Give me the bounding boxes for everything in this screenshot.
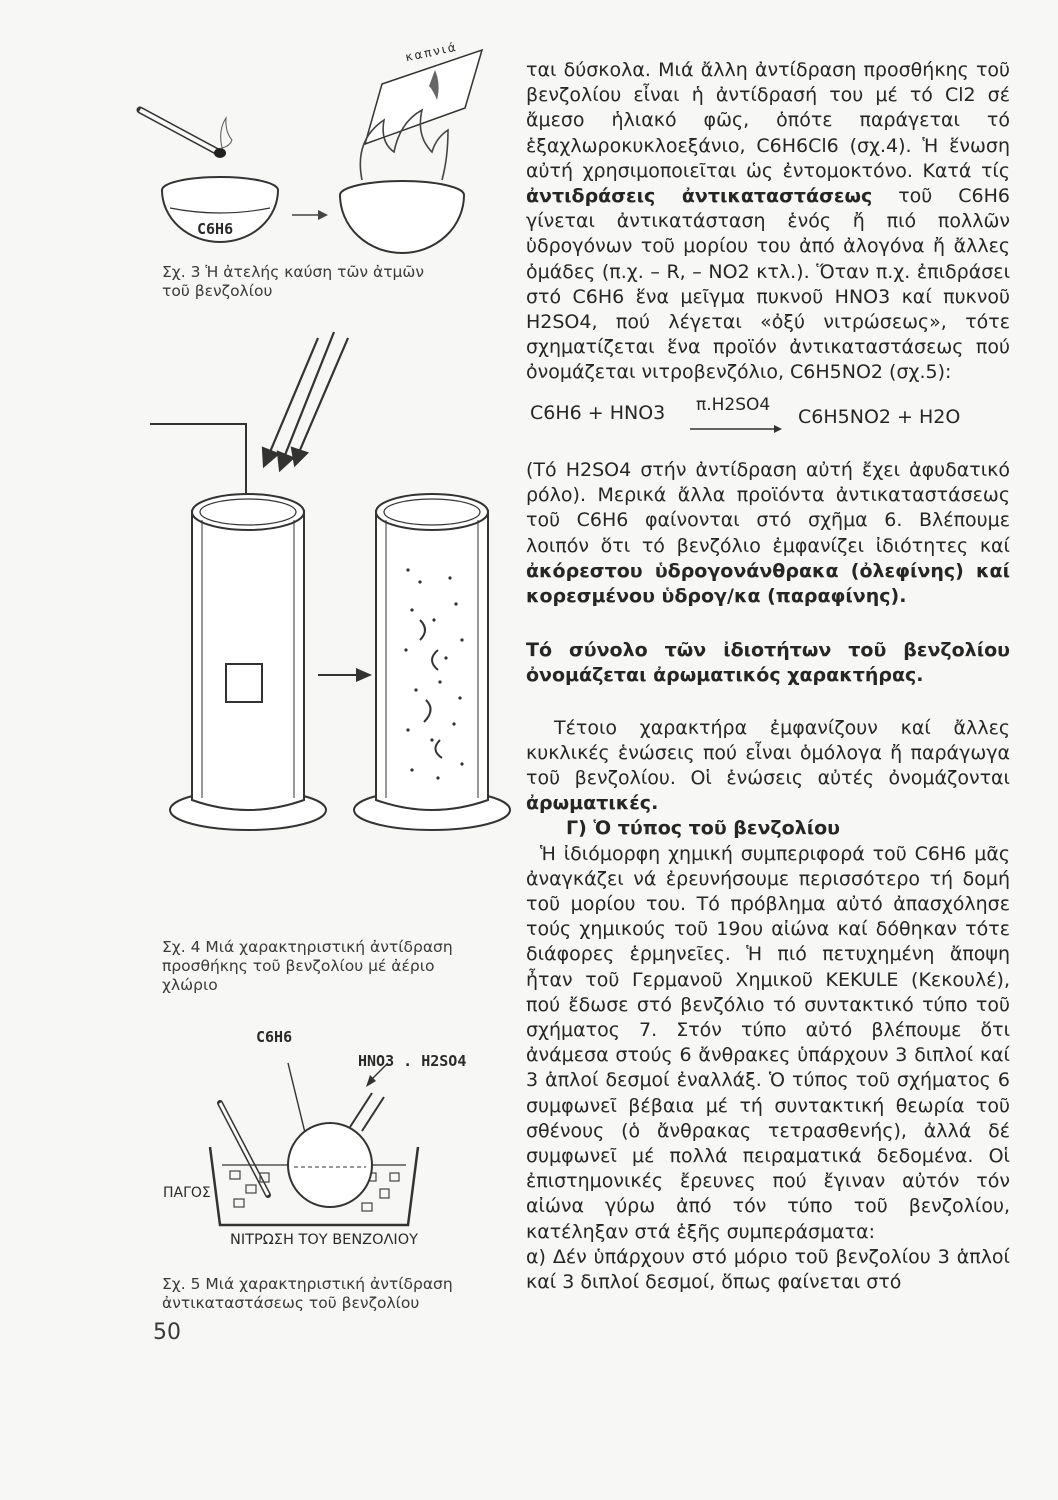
paragraph-addition-reaction: ται δύσκολα. Μιά ἄλλη ἀντίδραση προσθήκης τοῦ βενζολίου εἶναι ἡ ἀντίδρασή του μέ τό Cl2 σέ ἄμεσο ἡλιακό φῶς, ὁπότε παράγεται τό ἑξαχλωροκυκλοεξάνιο, C6H6Cl6 (σχ.4). Ἡ ἕνωση αὐτή χρησιμοποιεῖται ὡς ἐντομοκτόνο. Κατά τίς ἀντιδράσεις ἀντικαταστάσεως τοῦ C6H6 γίνεται ἀντικατάσταση ἑνός ἤ πιό πολλῶν ὑδρογόνων τοῦ μορίου του ἀπό ἀλογόνα ἤ ἄλλες ὁμάδες (π.χ. – R, – NO2 κτλ.). Ὅταν π.χ. ἐπιδράσει στό C6H6 ἕνα μεῖγμα πυκνοῦ HNO3 καί πυκνοῦ H2SO4, πού λέγεται «ὀξύ νιτρώσεως», τότε σχηματίζεται ἕνα προϊόν ἀντικαταστάσεως πού ὀνομάζεται νιτροβενζόλιο, C6H5NO2 (σχ.5): xyxy=(526,59,1010,384)
equation-catalyst: π.H2SO4 xyxy=(696,395,771,415)
figure-4-caption: Σχ. 4 Μιά χαρακτηριστική ἀντίδραση προσθήκης τοῦ βενζολίου μέ ἀέριο χλώριο xyxy=(162,938,453,994)
paragraph-aromatic-character: Τό σύνολο τῶν ἰδιοτήτων τοῦ βενζολίου ὀνομάζεται ἀρωματικός χαρακτήρας. xyxy=(526,639,1010,687)
equation-products: C6H5NO2 + H2O xyxy=(798,406,961,428)
figure-3-dish-label: C6H6 xyxy=(197,220,234,238)
reaction-arrow-icon xyxy=(690,424,782,434)
figure-5-acid-label: HNO3 . H2SO4 xyxy=(358,1052,467,1070)
text-block-top xyxy=(526,58,1010,386)
figure-3-smoke-label: καπνιά xyxy=(404,39,459,65)
text-block-middle xyxy=(526,458,1010,1295)
figure-3-caption: Σχ. 3 Ἡ ἀτελής καύση τῶν ἀτμῶν τοῦ βενζολίου xyxy=(162,263,425,300)
figure-3-illustration xyxy=(130,40,510,265)
paragraph-dehydrating-role: (Τό H2SO4 στήν ἀντίδραση αὐτή ἔχει ἀφυδατικό ρόλο). Μερικά ἄλλα προϊόντα ἀντικαταστάσεως τοῦ C6H6 φαίνονται στό σχῆμα 6. Βλέπουμε λοιπόν ὅτι τό βενζόλιο ἐμφανίζει ἰδιότητες καί ἀκόρεστου ὑδρογονάνθρακα (ὀλεφίνης) καί κορεσμένου ὑδρογ/κα (παραφίνης). xyxy=(526,459,1010,608)
figure-4-illustration xyxy=(150,320,530,865)
figure-5-benzene-label: C6H6 xyxy=(256,1028,293,1046)
figure-5-ice-label: ΠΑΓΟΣ xyxy=(163,1185,211,1201)
paragraph-aromatic-compounds: Τέτοιο χαρακτήρα ἐμφανίζουν καί ἄλλες κυκλικές ἑνώσεις πού εἶναι ὁμόλογα ἤ παράγωγα τοῦ βενζολίου. Οἱ ἑνώσεις αὐτές ὀνομάζονται ἀρωματικές. xyxy=(526,716,1010,815)
figure-5-illustration xyxy=(190,1045,510,1235)
equation-reactants: C6H6 + HNO3 xyxy=(530,402,666,424)
bold-substitution-reactions: ἀντιδράσεις ἀντικαταστάσεως xyxy=(526,185,873,208)
paragraph-conclusion-a: α) Δέν ὑπάρχουν στό μόριο τοῦ βενζολίου 3 ἁπλοί καί 3 διπλοί δεσμοί, ὅπως φαίνεται στό xyxy=(526,1245,1010,1294)
nitration-equation xyxy=(530,395,961,428)
paragraph-kekule: Ἡ ἰδιόμορφη χημική συμπεριφορά τοῦ C6H6 μᾶς ἀναγκάζει νά ἐρευνήσουμε περισσότερο τή δομή τοῦ μορίου του. Τό πρόβλημα αὐτό ἀπασχόλησε τούς χημικούς τοῦ 19ου αἰώνα καί δόθηκαν τότε διάφορες ἑρμηνεῖες. Ἡ πιό πετυχημένη ἄποψη ἦταν τοῦ Γερμανοῦ Χημικοῦ KEKULE (Κεκουλέ), πού ἔδωσε στό βενζόλιο τό συντακτικό τύπο τοῦ σχήματος 7. Στόν τύπο αὐτό βλέπουμε ὅτι ἀνάμεσα στούς 6 ἄνθρακες ὑπάρχουν 3 διπλοί καί 3 ἁπλοί δεσμοί ἐναλλάξ. Ὁ τύπος τοῦ σχήματος 6 συμφωνεῖ βέβαια μέ τή συντακτική θεωρία τοῦ σθένους (ὁ ἄνθρακας τετρασθενής), ἀλλά δέ συμφωνεῖ μέ πολλά πειραματικά δεδομένα. Οἱ ἐπιστημονικές ἔρευνες πού ἔγιναν αὐτόν τόν αἰώνα γύρω ἀπό τόν τύπο τοῦ βενζολίου, κατέληξαν στά ἑξῆς συμπεράσματα: xyxy=(526,842,1010,1243)
section-heading-benzene-formula: Γ) Ὁ τύπος τοῦ βενζολίου xyxy=(566,817,840,840)
figure-5-title: ΝΙΤΡΩΣΗ ΤΟΥ ΒΕΝΖΟΛΙΟΥ xyxy=(230,1232,418,1248)
figure-5-caption: Σχ. 5 Μιά χαρακτηριστική ἀντίδραση ἀντικαταστάσεως τοῦ βενζολίου xyxy=(162,1275,453,1312)
page-number: 50 xyxy=(153,1320,181,1345)
